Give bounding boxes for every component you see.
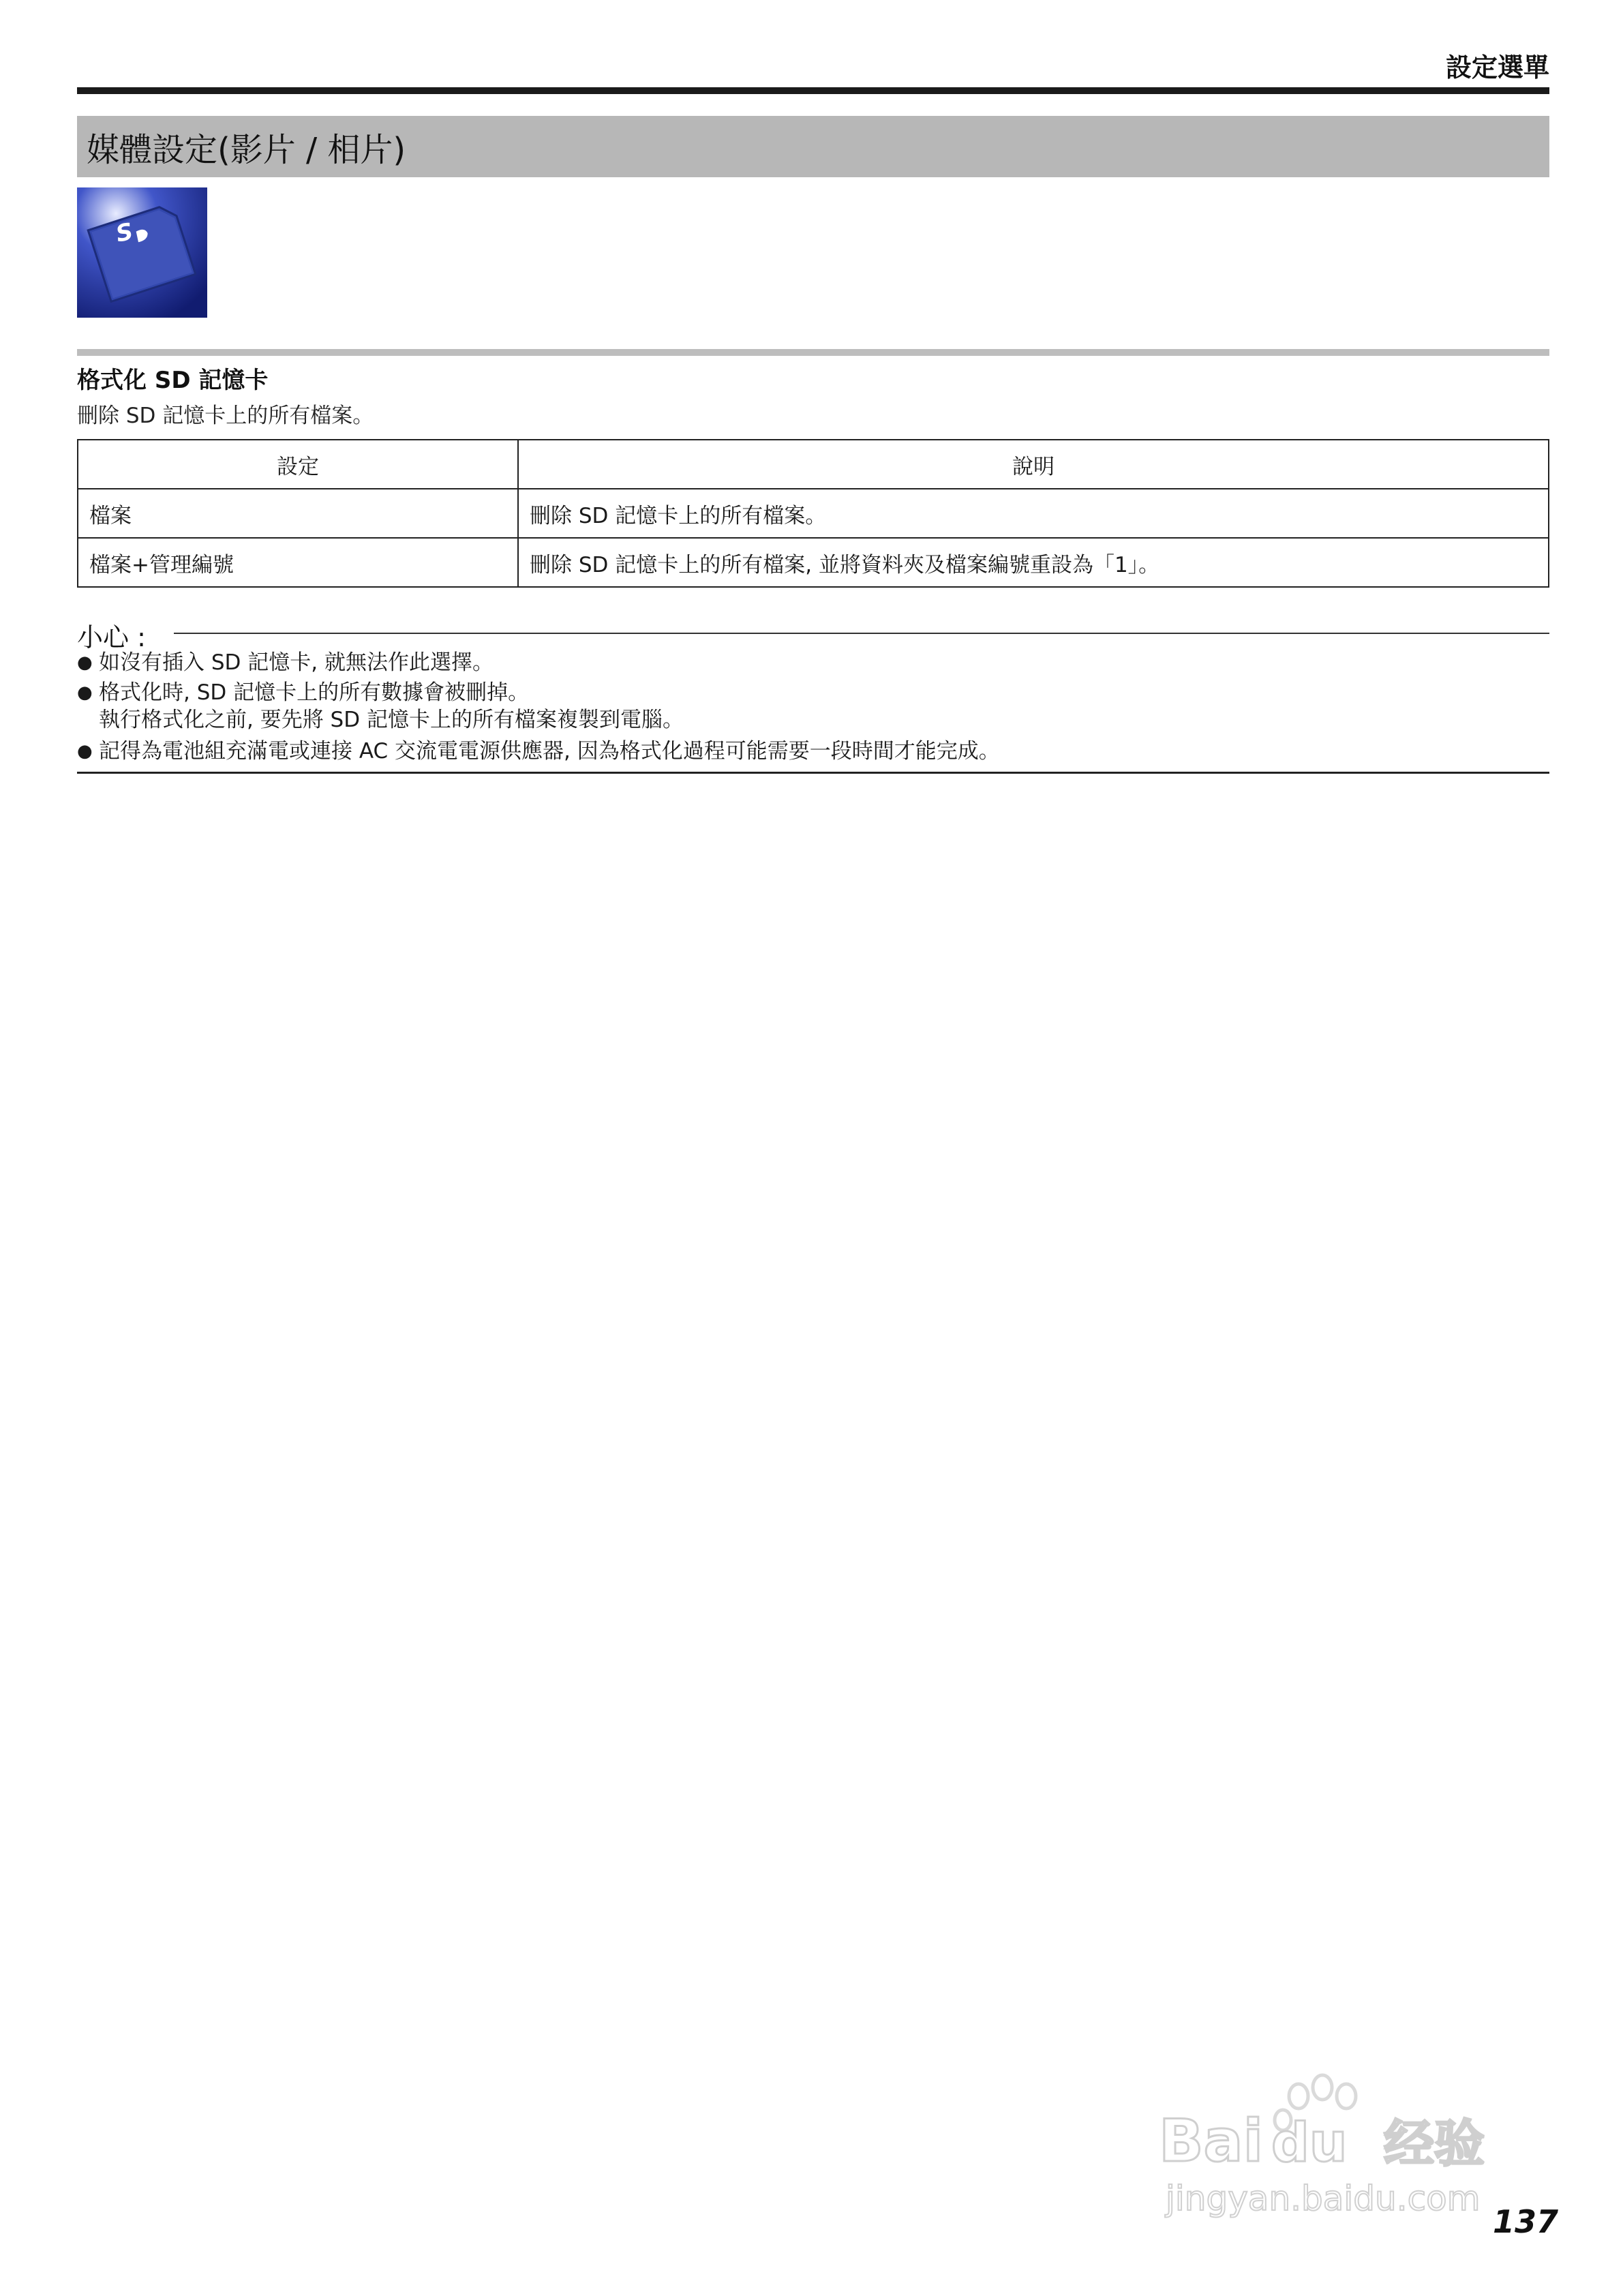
bullet-icon: ● xyxy=(77,741,93,761)
table-header-row xyxy=(78,440,1549,489)
caution-item xyxy=(77,679,684,734)
caution-heading: 小心 : xyxy=(77,622,146,652)
table-row xyxy=(78,538,1549,587)
table-cell-description: 刪除 SD 記憶卡上的所有檔案, 並將資料夾及檔案編號重設為「1」。 xyxy=(518,538,1549,587)
svg-text:jingyan.baidu.com: jingyan.baidu.com xyxy=(1166,2179,1481,2218)
subsection-title: 格式化 SD 記憶卡 xyxy=(77,367,269,394)
subsection-rule xyxy=(77,349,1549,356)
table-cell-setting: 檔案+管理編號 xyxy=(78,538,518,587)
table-row xyxy=(78,489,1549,538)
caution-rule xyxy=(174,633,1549,634)
header-title: 設定選單 xyxy=(1445,52,1549,82)
caution-item xyxy=(77,738,1000,765)
subsection-description: 刪除 SD 記憶卡上的所有檔案。 xyxy=(77,404,374,428)
caution-bottom-rule xyxy=(77,772,1549,774)
caution-line: 執行格式化之前, 要先將 SD 記憶卡上的所有檔案複製到電腦。 xyxy=(99,708,684,732)
sd-card-icon xyxy=(77,187,207,318)
table-header-setting: 設定 xyxy=(78,440,518,489)
page-number: 137 xyxy=(1492,2203,1558,2240)
baidu-watermark xyxy=(1152,2066,1534,2222)
bullet-icon: ● xyxy=(77,682,93,703)
svg-text:du: du xyxy=(1271,2113,1348,2174)
header-rule xyxy=(77,87,1549,94)
bullet-icon: ● xyxy=(77,652,93,673)
caution-line: 如沒有插入 SD 記憶卡, 就無法作此選擇。 xyxy=(99,650,494,675)
table-header-description: 說明 xyxy=(518,440,1549,489)
table-cell-description: 刪除 SD 記憶卡上的所有檔案。 xyxy=(518,489,1549,538)
svg-text:S: S xyxy=(113,217,136,248)
caution-item xyxy=(77,649,494,676)
svg-text:Bai: Bai xyxy=(1159,2107,1264,2175)
section-bar xyxy=(77,116,1549,177)
table-cell-setting: 檔案 xyxy=(78,489,518,538)
svg-text:经验: 经验 xyxy=(1384,2115,1485,2173)
caution-line: 格式化時, SD 記憶卡上的所有數據會被刪掉。 xyxy=(99,680,530,705)
caution-line: 記得為電池組充滿電或連接 AC 交流電電源供應器, 因為格式化過程可能需要一段時間才能完成。 xyxy=(99,739,1000,764)
settings-table xyxy=(77,439,1549,588)
section-title: 媒體設定(影片 / 相片) xyxy=(87,130,406,169)
